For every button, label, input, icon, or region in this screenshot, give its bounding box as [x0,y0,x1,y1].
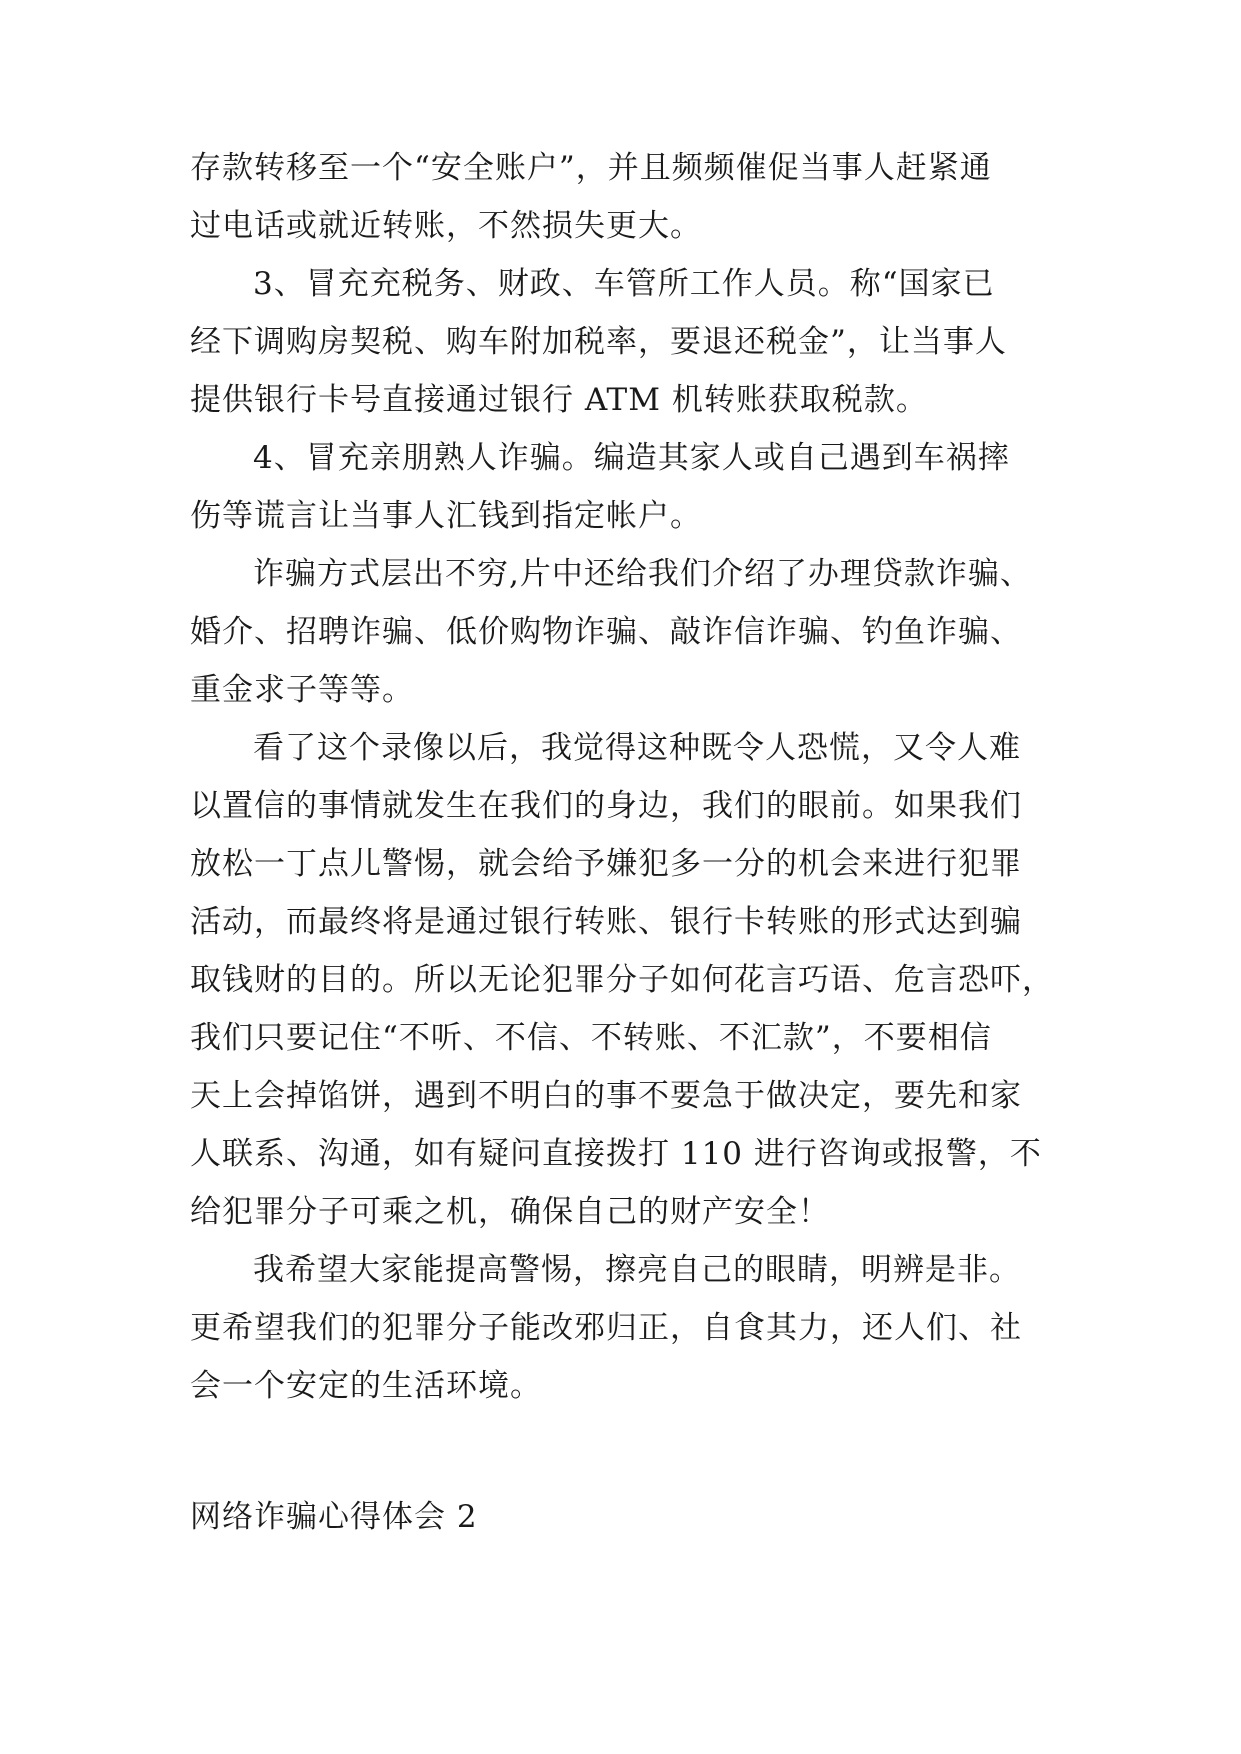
paragraph-start-line: 3、冒充充税务、财政、车管所工作人员。称“国家已 [253,266,995,302]
body-text-line: 经下调购房契税、购车附加税率，要退还税金”，让当事人 [190,324,1007,360]
body-text-line: 活动，而最终将是通过银行转账、银行卡转账的形式达到骗 [190,904,1022,940]
paragraph-start-line: 看了这个录像以后，我觉得这种既令人恐慌，又令人难 [253,730,1021,766]
body-text-line: 给犯罪分子可乘之机，确保自己的财产安全！ [190,1194,830,1230]
body-text-line: 取钱财的目的。所以无论犯罪分子如何花言巧语、危言恐吓， [190,962,1054,998]
body-text-line: 伤等谎言让当事人汇钱到指定帐户。 [190,498,702,534]
body-text-line: 放松一丁点儿警惕，就会给予嫌犯多一分的机会来进行犯罪 [190,846,1022,882]
body-text-line: 存款转移至一个“安全账户”，并且频频催促当事人赶紧通 [190,150,992,186]
body-text-line: 提供银行卡号直接通过银行 ATM 机转账获取税款。 [190,382,928,418]
body-text-line: 我们只要记住“不听、不信、不转账、不汇款”，不要相信 [190,1020,992,1056]
body-text-line: 人联系、沟通，如有疑问直接拨打 110 进行咨询或报警，不 [190,1136,1042,1172]
body-text-line: 以置信的事情就发生在我们的身边，我们的眼前。如果我们 [190,788,1022,824]
paragraph-start-line: 诈骗方式层出不穷,片中还给我们介绍了办理贷款诈骗、 [253,556,1032,592]
paragraph-start-line: 我希望大家能提高警惕，擦亮自己的眼睛，明辨是非。 [253,1252,1021,1288]
section-title: 网络诈骗心得体会 2 [190,1499,478,1535]
paragraph-start-line: 4、冒充亲朋熟人诈骗。编造其家人或自己遇到车祸摔 [253,440,1010,476]
body-text-line: 会一个安定的生活环境。 [190,1368,542,1404]
body-text-line: 过电话或就近转账，不然损失更大。 [190,208,702,244]
body-text-line: 重金求子等等。 [190,672,414,708]
body-text-line: 更希望我们的犯罪分子能改邪归正，自食其力，还人们、社 [190,1310,1022,1346]
body-text-line: 天上会掉馅饼，遇到不明白的事不要急于做决定，要先和家 [190,1078,1022,1114]
body-text-line: 婚介、招聘诈骗、低价购物诈骗、敲诈信诈骗、钓鱼诈骗、 [190,614,1022,650]
